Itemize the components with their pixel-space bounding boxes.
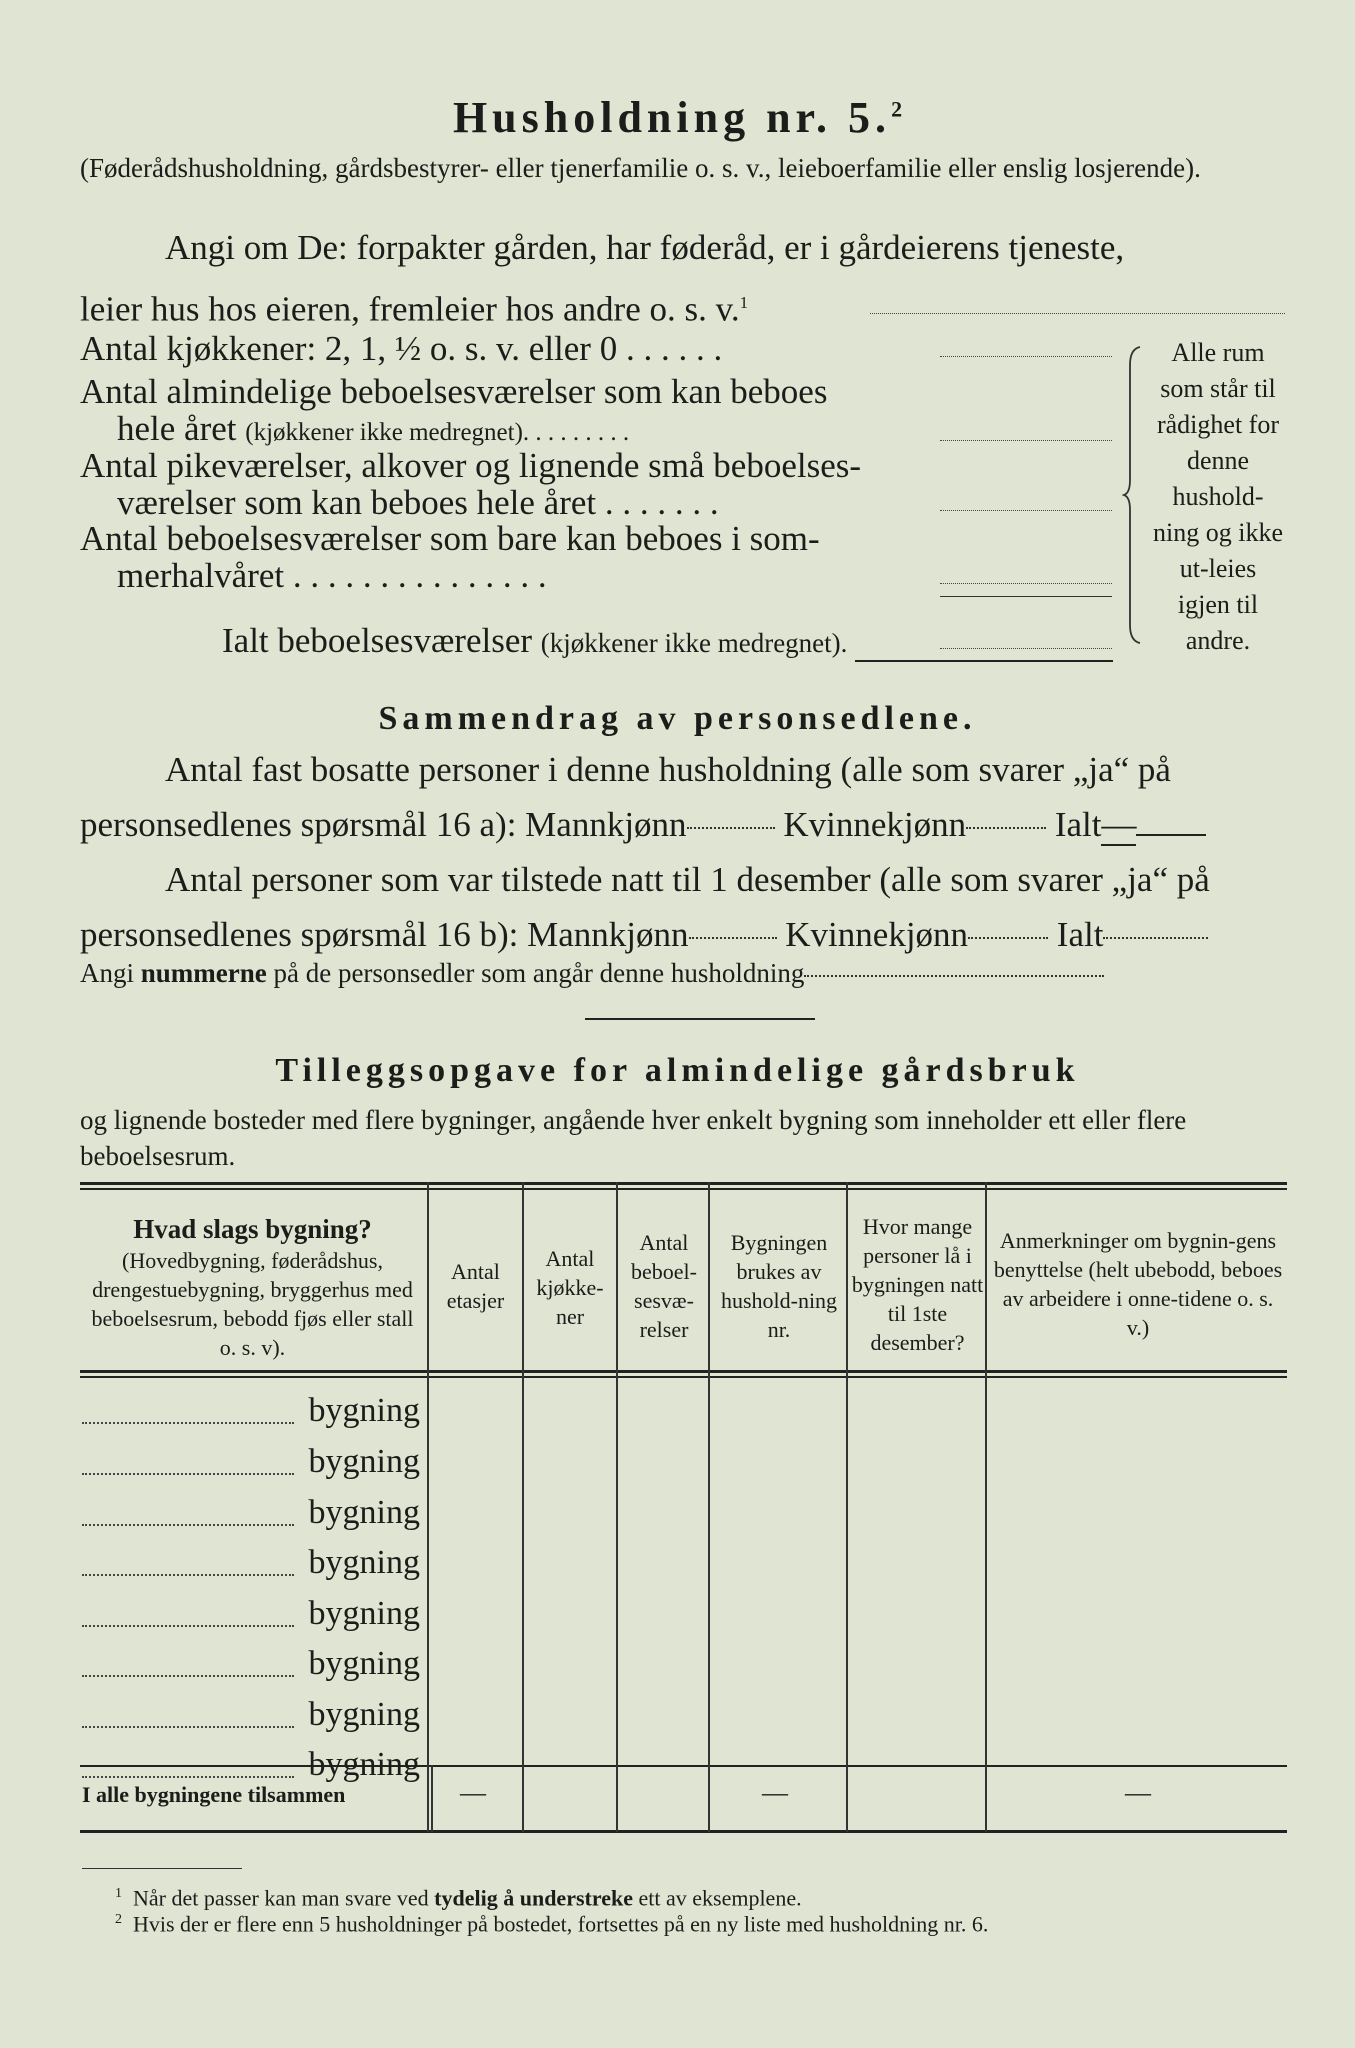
col-divider-double [431,1765,433,1832]
col-divider [985,1182,987,1832]
summary-line-2b: personsedlenes spørsmål 16 b): Mannkjønn Kvinnekjønn Ialt [80,907,1285,962]
kjokkener-field[interactable] [940,356,1112,357]
page-title: Husholdning nr. 5.$^2$ [452,93,903,142]
table-head-rule-2 [80,1376,1287,1378]
footnote-1: $^1$ Når det passer kan man svare ved tydelig å understreke ett av eksemplene. [115,1885,802,1911]
summary-line-1b: personsedlenes spørsmål 16 a): Mannkjønn Kvinnekjønn Ialt— [80,797,1285,852]
table-top-rule [80,1182,1287,1185]
ialt-field-b[interactable] [1103,936,1208,939]
total-label: I alle bygningene tilsammen [82,1782,346,1807]
footnote-2: $^2$ Hvis der er flere enn 5 husholdninger på bostedet, fortsettes på en ny liste med husholdning nr. 6. [115,1911,989,1937]
table-row[interactable]: bygning [80,1589,425,1639]
col-header-etasjer: Antal etasjer [446,1259,505,1313]
table-row[interactable]: bygning [80,1437,425,1487]
side-note: Alle rum som står til rådighet for denne hushold-ning og ikke ut-leies igjen til andre. [1153,338,1283,655]
alm-field[interactable] [940,440,1112,441]
footnote-rule [82,1868,242,1869]
summary-block [80,742,1285,962]
table-top-rule-2 [80,1188,1287,1190]
col-divider [708,1182,710,1832]
alm-label-1: Antal almindelige beboelsesværelser som kan beboes [80,372,828,411]
building-table [80,1182,1287,1834]
pike-label-2: værelser som kan beboes hele året . . . . . . . [117,483,719,522]
kvinne-field-a[interactable] [966,826,1046,829]
sommer-label-1: Antal beboelsesværelser som bare kan beboes i som- [80,519,820,558]
angi-line-1: Angi om De: forpakter gården, har føderåd, er i gårdeierens tjeneste, [165,228,1125,267]
col-header-type: Hvad slags bygning? (Hovedbygning, føderådshus, drengestuebygning, bryggerhus med beboelsesrum, bebodd fjøs eller stall o. s. v). [91,1214,414,1360]
kvinne-field-b[interactable] [968,936,1048,939]
total-husholdning-value: — [762,1778,788,1807]
col-divider [846,1182,848,1832]
kjokkener-label: Antal kjøkkener: 2, 1, ½ o. s. v. eller 0 . . . . . . [80,329,723,368]
sommer-label-2: merhalvåret . . . . . . . . . . . . . . . [117,556,547,595]
section-divider [585,1018,815,1020]
pike-label-1: Antal pikeværelser, alkover og lignende små beboelses- [80,446,862,485]
col-divider [522,1182,524,1832]
ialt-field-a[interactable] [1136,833,1206,836]
intro-text: (Føderådshusholdning, gårdsbestyrer- eller tjenerfamilie o. s. v., leieboerfamilie eller enslig losjerende). [80,153,1201,183]
angi-question [80,220,1285,337]
table-row[interactable]: bygning [80,1690,425,1740]
table-row[interactable]: bygning [80,1639,425,1689]
sommer-field[interactable] [940,583,1112,584]
brace-icon [1122,345,1142,645]
nummer-line: Angi nummerne på de personsedler som angår denne husholdning [80,958,1290,989]
total-etasjer-value: — [460,1778,486,1807]
table-row[interactable]: bygning [80,1740,425,1790]
angi-answer-line[interactable] [870,313,1285,314]
table-head-rule [80,1370,1287,1373]
summary-line-2a: Antal personer som var tilstede natt til 1 desember (alle som svarer „ja“ på [165,860,1210,899]
table-row[interactable]: bygning [80,1538,425,1588]
summary-title: Sammendrag av personsedlene. [378,700,977,737]
table-row[interactable]: bygning [80,1386,425,1436]
tillegg-subtitle: og lignende bosteder med flere bygninger, angående hver enkelt bygning som inneholder ett eller flere beboelsesrum. [80,1105,1187,1171]
summary-line-1a: Antal fast bosatte personer i denne husholdning (alle som svarer „ja“ på [165,750,1171,789]
col-header-vaerelser: Antal beboel-sesvæ-relser [631,1230,697,1342]
table-row[interactable]: bygning [80,1488,425,1538]
mann-field-a[interactable] [687,826,775,829]
tillegg-title: Tilleggsopgave for almindelige gårdsbruk [275,1052,1080,1089]
mann-field-b[interactable] [689,936,777,939]
alm-label-2: hele året (kjøkkener ikke medregnet). . . . . . . . . [117,409,630,448]
col-divider [616,1182,618,1832]
ialt-field[interactable] [940,648,1112,649]
col-header-kjokkener: Antal kjøkke-ner [536,1246,604,1329]
sommer-underline [940,596,1112,597]
col-header-husholdning: Bygningen brukes av hushold-ning nr. [720,1230,838,1342]
nummer-field[interactable] [804,974,1104,977]
col-header-personer: Hvor mange personer lå i bygningen natt til 1ste desember? [851,1214,984,1355]
angi-line-2: leier hus hos eieren, fremleier hos andre o. s. v.$^1$ [80,275,1285,337]
table-bottom-rule [80,1830,1287,1833]
pike-field[interactable] [940,510,1112,511]
ialt-underline [855,660,1113,662]
total-anmerkning-value: — [1125,1778,1151,1807]
col-header-anmerkninger: Anmerkninger om bygnin-gens benyttelse (helt ubebodd, beboes av arbeidere i onne-tidene o. s. v.) [993,1228,1283,1340]
ialt-label: Ialt beboelsesværelser (kjøkkener ikke medregnet). [222,621,848,660]
